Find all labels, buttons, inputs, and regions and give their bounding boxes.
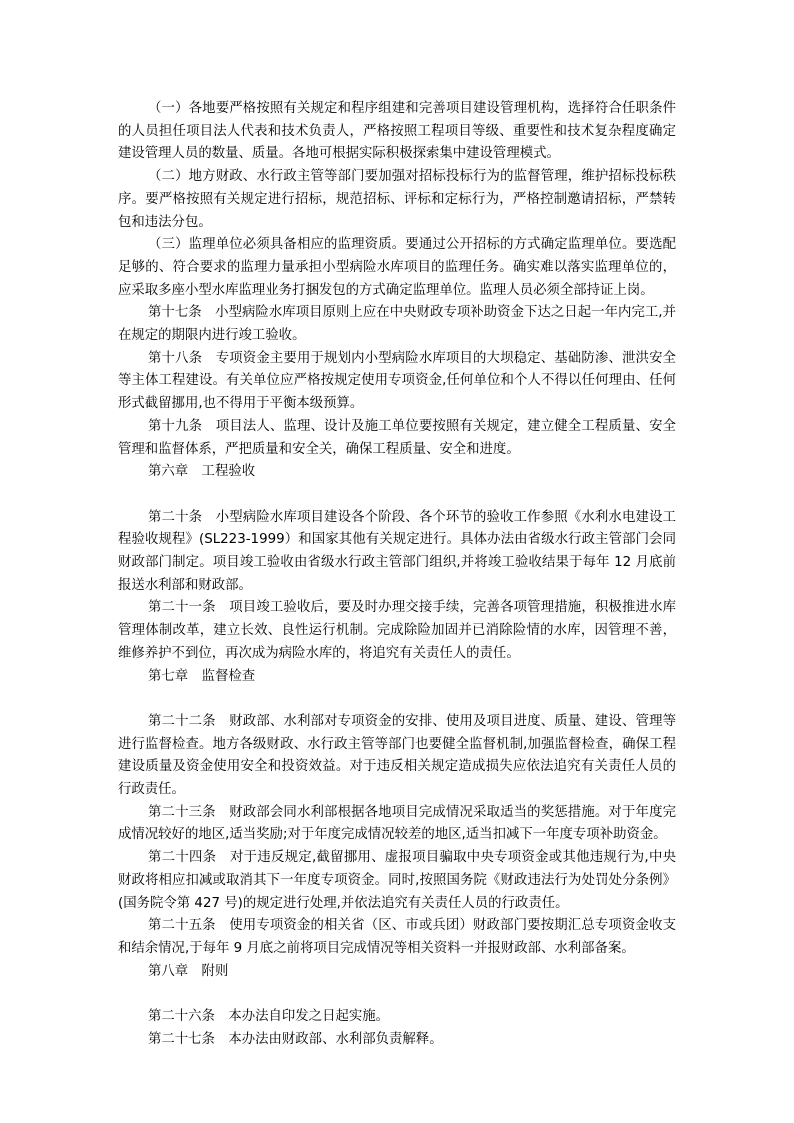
spacer: [118, 983, 676, 1006]
spacer: [118, 688, 676, 711]
article-21: 第二十一条 项目竣工验收后，要及时办理交接手续，完善各项管理措施，积极推进水库管理体制改革，建立长效、良性运行机制。完成除险加固并已消除险情的水库，因管理不善，维修养护不到位，再次成为病险水库的，将追究有关责任人的责任。: [118, 600, 676, 661]
article-22: 第二十二条 财政部、水利部对专项资金的安排、使用及项目进度、质量、建设、管理等进行监督检查。地方各级财政、水行政主管等部门也要健全监督机制,加强监督检查，确保工程建设质量及资金使用安全和投资效益。对于违反相关规定造成损失应依法追究有关责任人员的行政责任。: [118, 713, 676, 798]
chapter-8-heading: 第八章 附则: [148, 963, 229, 979]
document-body: [118, 98, 676, 1051]
paragraph-item-2: （二）地方财政、水行政主管等部门要加强对招标投标行为的监督管理，维护招标投标秩序。要严格按照有关规定进行招标，规范招标、评标和定标行为，严格控制邀请招标，严禁转包和违法分包。: [118, 169, 676, 230]
paragraph-item-3: （三）监理单位必须具备相应的监理资质。要通过公开招标的方式确定监理单位。要选配足够的、符合要求的监理力量承担小型病险水库项目的监理任务。确实难以落实监理单位的，应采取多座小型水库监理业务打捆发包的方式确定监理单位。监理人员必须全部持证上岗。: [118, 237, 676, 298]
article-24: 第二十四条 对于违反规定,截留挪用、虚报项目骗取中央专项资金或其他违规行为,中央财政将相应扣减或取消其下一年度专项资金。同时,按照国务院《财政违法行为处罚处分条例》(国务院令第 427 号)的规定进行处理,并依法追究有关责任人员的行政责任。: [118, 850, 676, 911]
spacer: [118, 484, 676, 507]
article-19: 第十九条 项目法人、监理、设计及施工单位要按照有关规定，建立健全工程质量、安全管理和监督体系，严把质量和安全关，确保工程质量、安全和进度。: [118, 418, 676, 457]
article-17: 第十七条 小型病险水库项目原则上应在中央财政专项补助资金下达之日起一年内完工,并在规定的期限内进行竣工验收。: [118, 305, 676, 344]
article-25: 第二十五条 使用专项资金的相关省（区、市或兵团）财政部门要按期汇总专项资金收支和结余情况,于每年 9 月底之前将项目完成情况等相关资料一并报财政部、水利部备案。: [118, 918, 676, 956]
paragraph-item-1: （一）各地要严格按照有关规定和程序组建和完善项目建设管理机构，选择符合任职条件的人员担任项目法人代表和技术负责人，严格按照工程项目等级、重要性和技术复杂程度确定建设管理人员的数量、质量。各地可根据实际积极探索集中建设管理模式。: [118, 101, 676, 162]
chapter-6-heading: 第六章 工程验收: [148, 464, 256, 480]
article-23: 第二十三条 财政部会同水利部根据各地项目完成情况采取适当的奖惩措施。对于年度完成情况较好的地区,适当奖励;对于年度完成情况较差的地区,适当扣减下一年度专项补助资金。: [118, 804, 676, 843]
chapter-7-heading: 第七章 监督检查: [148, 668, 256, 684]
article-26: 第二十六条 本办法自印发之日起实施。: [148, 1009, 390, 1025]
article-18: 第十八条 专项资金主要用于规划内小型病险水库项目的大坝稳定、基础防渗、泄洪安全等主体工程建设。有关单位应严格按规定使用专项资金,任何单位和个人不得以任何理由、任何形式截留挪用,也不得用于平衡本级预算。: [118, 350, 676, 412]
article-27: 第二十七条 本办法由财政部、水利部负责解释。: [148, 1031, 443, 1047]
article-20: 第二十条 小型病险水库项目建设各个阶段、各个环节的验收工作参照《水利水电建设工程验收规程》(SL223-1999）和国家其他有关规定进行。具体办法由省级水行政主管部门会同财政部门制定。项目竣工验收由省级水行政主管部门组织,并将竣工验收结果于每年 12 月底前报送水利部和财政部。: [118, 509, 676, 593]
